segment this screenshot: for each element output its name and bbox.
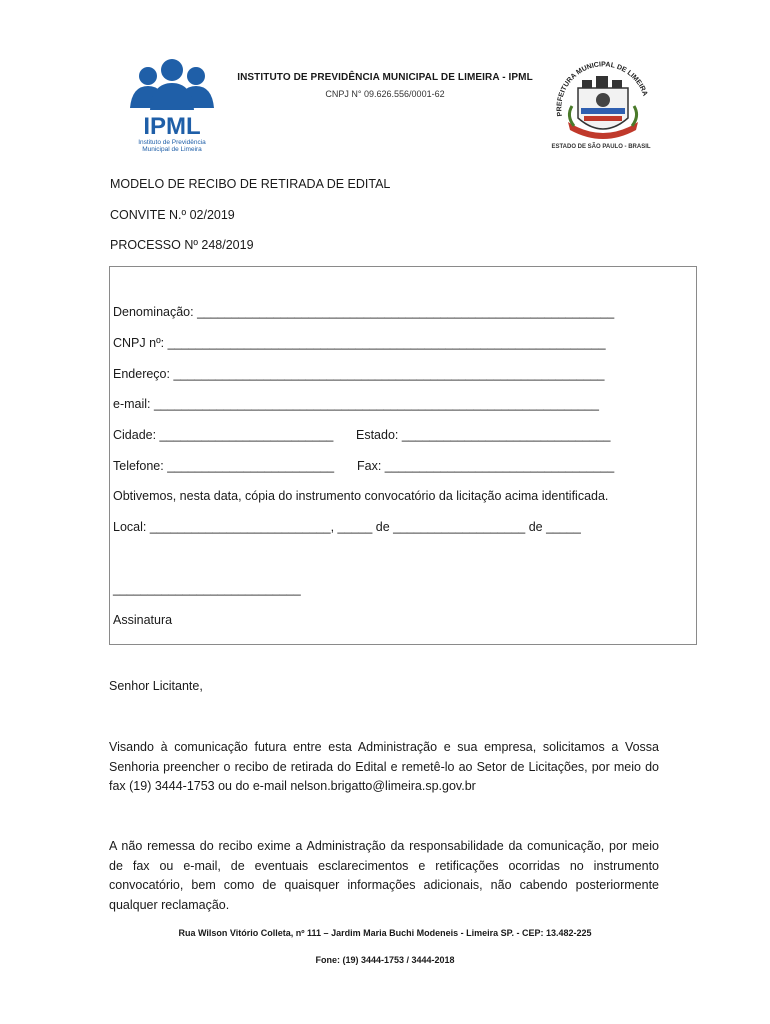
ipml-logo	[122, 56, 222, 156]
seal-caption: ESTADO DE SÃO PAULO - BRASIL	[551, 144, 651, 150]
institute-cnpj: CNPJ N° 09.626.556/0001-62	[325, 89, 445, 99]
paragraph-2: A não remessa do recibo exime a Administração da responsabilidade da comunicação, por meio de fax ou e-mail, de eventuais esclarecimentos e retificações ocorridas no instrumento convocatório, bem como de quaisquer informações adicionais, não cabendo posteriormente qualquer reclamação.	[109, 839, 659, 912]
field-estado[interactable]: Estado: ______________________________	[356, 428, 611, 442]
processo-number: PROCESSO Nº 248/2019	[110, 238, 254, 252]
ipml-subtitle-1: Instituto de Previdência	[138, 139, 206, 146]
ipml-subtitle-2: Municipal de Limeira	[142, 146, 202, 153]
footer-address: Rua Wilson Vitório Colleta, nº 111 – Jardim Maria Buchi Modeneis - Limeira SP. - CEP: 13.482-225	[178, 928, 592, 938]
field-fax[interactable]: Fax: _________________________________	[357, 459, 615, 473]
field-cidade[interactable]: Cidade: _________________________	[113, 428, 334, 442]
paragraph-1: Visando à comunicação futura entre esta Administração e sua empresa, solicitamos a Vossa Senhoria preencher o recibo de retirada do Edital e remetê-lo ao Setor de Licitações, por meio do fax (19) 3444-1753 ou do e-mail nelson.brigatto@limeira.sp.gov.br	[109, 740, 659, 793]
field-denominacao[interactable]: Denominação: ____________________________________________________________	[113, 305, 615, 319]
institute-name: INSTITUTO DE PREVIDÊNCIA MUNICIPAL DE LIMEIRA - IPML	[237, 72, 533, 83]
document-title: MODELO DE RECIBO DE RETIRADA DE EDITAL	[110, 177, 391, 191]
salutation: Senhor Licitante,	[109, 679, 203, 693]
signature-line[interactable]: ___________________________	[113, 582, 301, 596]
footer-phone: Fone: (19) 3444-1753 / 3444-2018	[315, 955, 455, 965]
ipml-acronym: IPML	[143, 113, 201, 140]
signature-label: Assinatura	[113, 613, 173, 627]
field-email[interactable]: e-mail: ________________________________________________________________	[113, 397, 599, 411]
convite-number: CONVITE N.º 02/2019	[110, 208, 235, 222]
header	[200, 72, 570, 99]
city-seal	[548, 56, 658, 156]
field-endereco[interactable]: Endereço: ______________________________________________________________	[113, 367, 605, 381]
seal-arc-text: PREFEITURA MUNICIPAL DE LIMEIRA	[556, 61, 649, 117]
form-statement: Obtivemos, nesta data, cópia do instrumento convocatório da licitação acima identificada.	[113, 489, 609, 503]
field-cnpj[interactable]: CNPJ nº: _______________________________________________________________	[113, 336, 606, 350]
field-telefone[interactable]: Telefone: ________________________	[113, 459, 335, 473]
field-local-date[interactable]: Local: __________________________, _____ de ___________________ de _____	[113, 520, 581, 534]
